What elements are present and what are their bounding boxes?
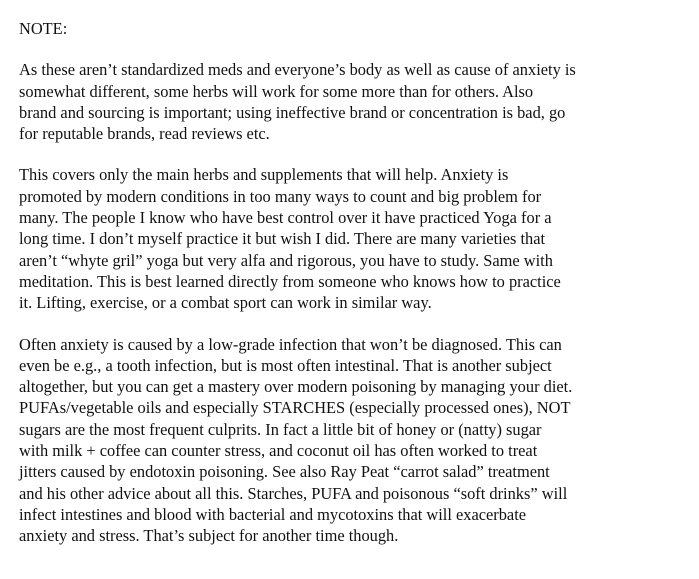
- paragraph-line: even be e.g., a tooth infection, but is most often intestinal. That is another subject: [19, 355, 552, 375]
- paragraph-line: for reputable brands, read reviews etc.: [19, 124, 270, 144]
- paragraph-line: altogether, but you can get a mastery over modern poisoning by managing your diet.: [19, 377, 573, 397]
- paragraph-line: anxiety and stress. That’s subject for another time though.: [19, 526, 399, 546]
- paragraph-line: This covers only the main herbs and supplements that will help. Anxiety is: [19, 165, 509, 185]
- paragraph-line: it. Lifting, exercise, or a combat sport can work in similar way.: [19, 293, 432, 313]
- paragraph-line: PUFAs/vegetable oils and especially STARCHES (especially processed ones), NOT: [19, 398, 571, 418]
- paragraph-line: Often anxiety is caused by a low-grade infection that won’t be diagnosed. This can: [19, 334, 562, 354]
- paragraph-line: infect intestines and blood with bacterial and mycotoxins that will exacerbate: [19, 504, 527, 524]
- document-body: [19, 18, 691, 567]
- paragraph-line: promoted by modern conditions in too many ways to count and big problem for: [19, 186, 542, 206]
- paragraph-2: [19, 164, 691, 313]
- paragraph-line: As these aren’t standardized meds and everyone’s body as well as cause of anxiety is: [19, 60, 576, 80]
- paragraph-line: long time. I don’t myself practice it but wish I did. There are many varieties that: [19, 229, 546, 249]
- paragraph-1: [19, 59, 691, 144]
- paragraph-line: with milk + coffee can counter stress, and coconut oil has often worked to treat: [19, 441, 538, 461]
- paragraph-line: sugars are the most frequent culprits. In fact a little bit of honey or (natty) sugar: [19, 419, 542, 439]
- paragraph-line: and his other advice about all this. Starches, PUFA and poisonous “soft drinks” will: [19, 483, 568, 503]
- paragraph-line: jitters caused by endotoxin poisoning. See also Ray Peat “carrot salad” treatment: [19, 462, 550, 482]
- paragraph-line: brand and sourcing is important; using ineffective brand or concentration is bad, go: [19, 102, 566, 122]
- paragraph-line: many. The people I know who have best control over it have practiced Yoga for a: [19, 208, 552, 228]
- paragraph-line: meditation. This is best learned directly from someone who knows how to practice: [19, 271, 561, 291]
- paragraph-line: somewhat different, some herbs will work for some more than for others. Also: [19, 81, 534, 101]
- paragraph-3: [19, 334, 691, 547]
- paragraph-line: aren’t “whyte gril” yoga but very alfa and rigorous, you have to study. Same with: [19, 250, 553, 270]
- note-heading: NOTE:: [19, 19, 68, 38]
